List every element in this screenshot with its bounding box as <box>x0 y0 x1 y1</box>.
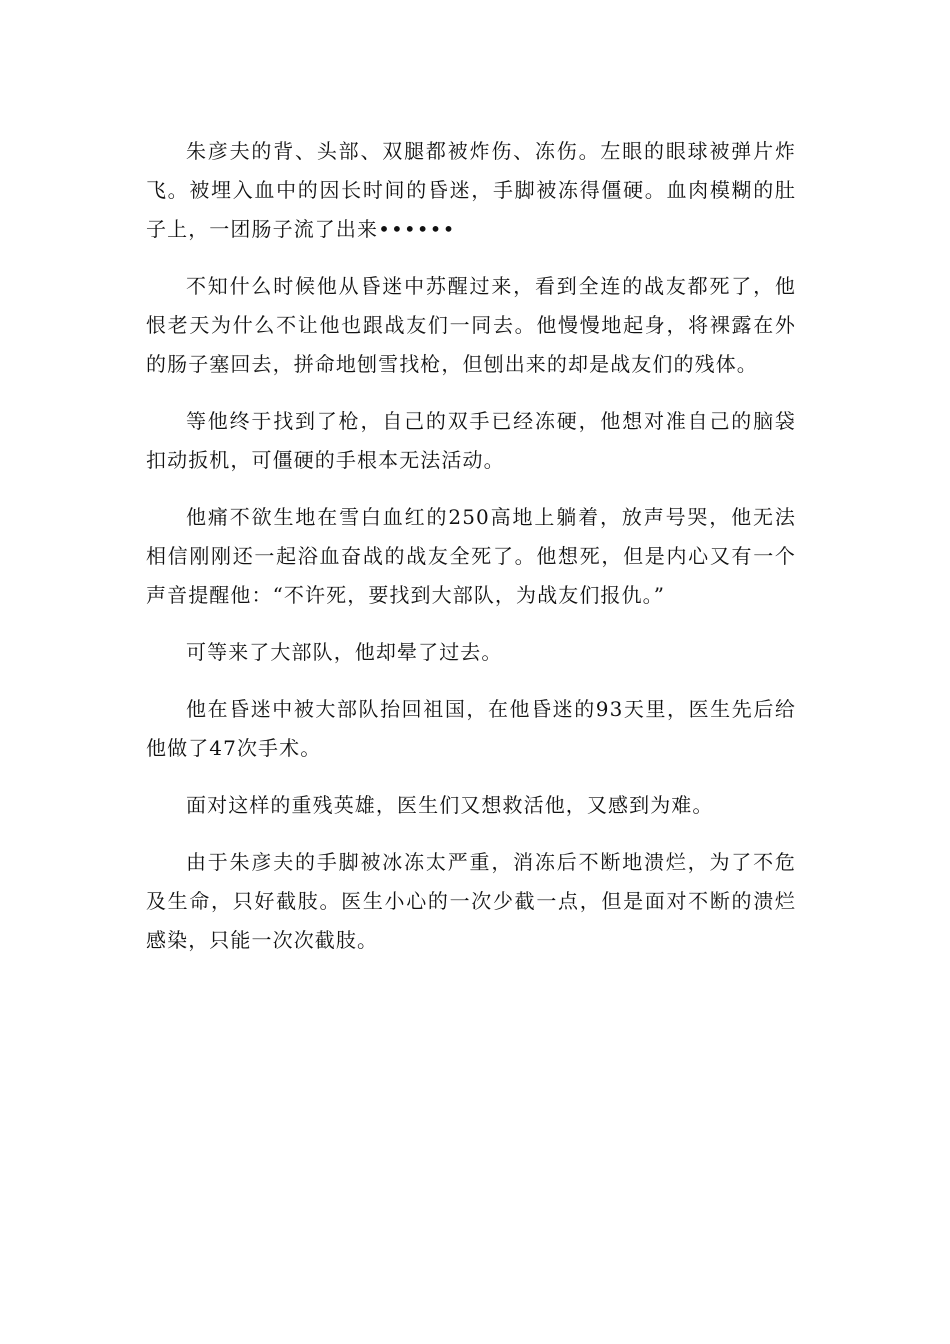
paragraph: 面对这样的重残英雄，医生们又想救活他，又感到为难。 <box>186 793 714 817</box>
paragraph: 由于朱彦夫的手脚被冰冻太严重，消冻后不断地溃烂，为了不危及生命，只好截肢。医生小心的一次少截一点，但是面对不断的溃烂感染，只能一次次截肢。 <box>146 850 796 952</box>
paragraph: 可等来了大部队，他却晕了过去。 <box>186 640 503 664</box>
document-body <box>146 132 796 978</box>
paragraph: 等他终于找到了枪，自己的双手已经冻硬，他想对准自己的脑袋扣动扳机，可僵硬的手根本无法活动。 <box>146 409 796 472</box>
paragraph: 朱彦夫的背、头部、双腿都被炸伤、冻伤。左眼的眼球被弹片炸飞。被埋入血中的因长时间的昏迷，手脚被冻得僵硬。血肉模糊的肚子上，一团肠子流了出来•••••• <box>146 139 796 241</box>
paragraph: 他在昏迷中被大部队抬回祖国，在他昏迷的93天里，医生先后给他做了47次手术。 <box>146 697 796 760</box>
paragraph: 他痛不欲生地在雪白血红的250高地上躺着，放声号哭，他无法相信刚刚还一起浴血奋战的战友全死了。他想死，但是内心又有一个声音提醒他：“不许死，要找到大部队，为战友们报仇。” <box>146 505 796 607</box>
paragraph: 不知什么时候他从昏迷中苏醒过来，看到全连的战友都死了，他恨老天为什么不让他也跟战友们一同去。他慢慢地起身，将裸露在外的肠子塞回去，拼命地刨雪找枪，但刨出来的却是战友们的残体。 <box>146 274 796 376</box>
